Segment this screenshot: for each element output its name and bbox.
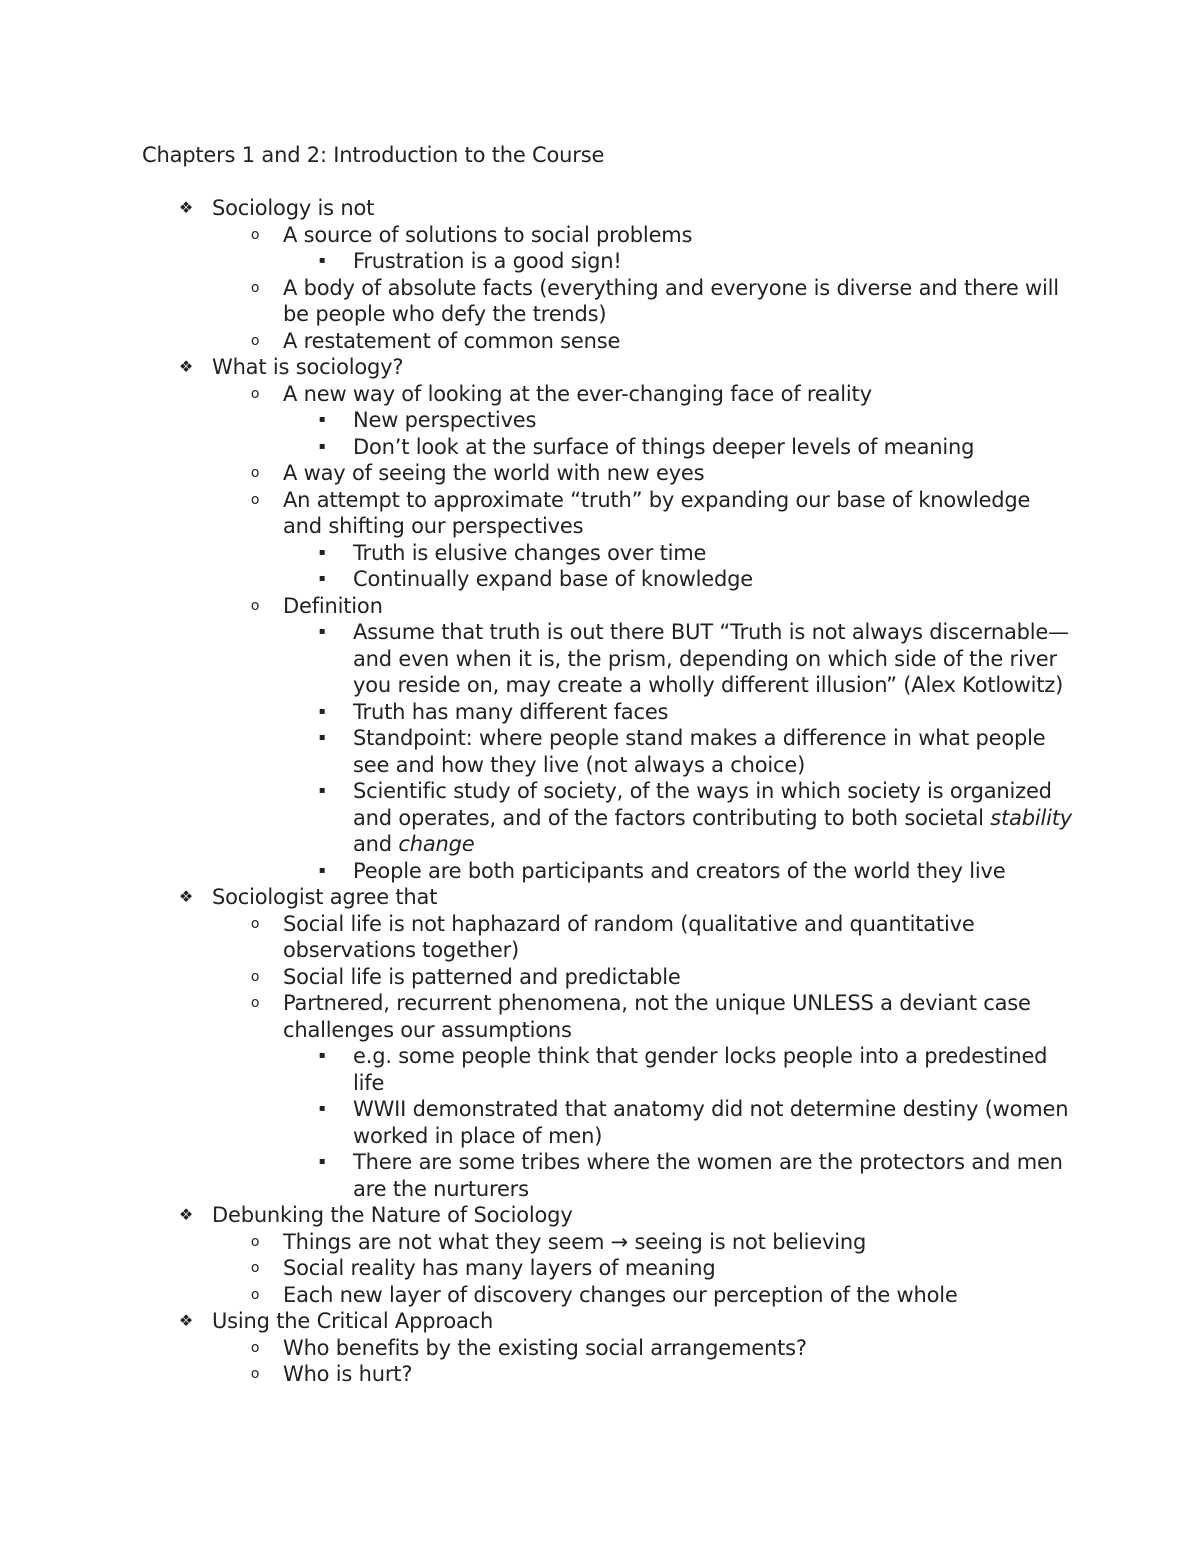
circle-bullet-icon: o [250, 385, 260, 402]
list-item: o Social life is not haphazard of random (qualitative and quantitative observations together) [0, 911, 1073, 964]
list-item: o Partnered, recurrent phenomena, not the unique UNLESS a deviant case challenges our assumptions [0, 990, 1073, 1043]
diamond-bullet-icon: ❖ [178, 1205, 194, 1224]
section-heading: ❖ Debunking the Nature of Sociology [0, 1202, 1082, 1229]
sub-list-item: ▪ There are some tribes where the women are the protectors and men are the nurturers [0, 1149, 1073, 1202]
sub-list-item: ▪ Standpoint: where people stand makes a difference in what people see and how they live (not always a choice) [0, 725, 1073, 778]
circle-bullet-icon: o [250, 1366, 260, 1382]
sub-list-item: ▪ New perspectives [0, 407, 1073, 434]
list-item: o A way of seeing the world with new eyes [0, 460, 1073, 487]
diamond-bullet-icon: ❖ [178, 887, 194, 906]
sub-list-item: ▪ e.g. some people think that gender locks people into a predestined life [0, 1043, 1073, 1096]
square-bullet-icon: ▪ [318, 1156, 326, 1167]
square-bullet-icon: ▪ [318, 440, 326, 452]
list-item: o Social reality has many layers of meaning [0, 1255, 1073, 1282]
list-item: o Who is hurt? [0, 1361, 1073, 1388]
section-heading: ❖ Using the Critical Approach [0, 1308, 1082, 1335]
diamond-bullet-icon: ❖ [178, 1311, 194, 1330]
square-bullet-icon: ▪ [318, 864, 326, 876]
list-item: o A restatement of common sense [0, 328, 1073, 355]
sub-list-item: ▪ Scientific study of society, of the ways in which society is organized and operates, and of the factors contributing to both societal stability and change [0, 778, 1073, 858]
circle-bullet-icon: o [250, 465, 260, 481]
circle-bullet-icon: o [250, 279, 260, 296]
sub-list-item: ▪ Don’t look at the surface of things deeper levels of meaning [0, 434, 1073, 461]
document-title: Chapters 1 and 2: Introduction to the Course [142, 143, 605, 167]
section-heading: ❖ Sociologist agree that [0, 884, 1082, 911]
diamond-bullet-icon: ❖ [178, 198, 194, 217]
square-bullet-icon: ▪ [318, 414, 326, 425]
sub-list-item: ▪ Truth is elusive changes over time [0, 540, 1073, 567]
list-item: o A source of solutions to social problems [0, 222, 1073, 249]
diamond-bullet-icon: ❖ [178, 357, 194, 376]
list-item: o Things are not what they seem → seeing is not believing [0, 1229, 1073, 1256]
circle-bullet-icon: o [250, 491, 260, 508]
circle-bullet-icon: o [250, 332, 260, 349]
outline [0, 195, 1200, 1388]
circle-bullet-icon: o [250, 915, 260, 932]
sub-list-item: ▪ Frustration is a good sign! [0, 248, 1073, 275]
list-item: o Definition [0, 593, 1073, 620]
square-bullet-icon: ▪ [318, 785, 326, 796]
circle-bullet-icon: o [250, 1339, 260, 1356]
list-item: o An attempt to approximate “truth” by expanding our base of knowledge and shifting our perspectives [0, 487, 1073, 540]
circle-bullet-icon: o [250, 968, 260, 985]
list-item: o Who benefits by the existing social arrangements? [0, 1335, 1073, 1362]
square-bullet-icon: ▪ [318, 573, 326, 584]
section-heading: ❖ What is sociology? [0, 354, 1082, 381]
list-item: o Social life is patterned and predictable [0, 964, 1073, 991]
list-item: o A new way of looking at the ever-changing face of reality [0, 381, 1073, 408]
sub-list-item: ▪ Continually expand base of knowledge [0, 566, 1073, 593]
square-bullet-icon: ▪ [318, 705, 326, 717]
square-bullet-icon: ▪ [318, 1103, 326, 1114]
circle-bullet-icon: o [250, 226, 260, 243]
circle-bullet-icon: o [250, 1233, 260, 1250]
square-bullet-icon: ▪ [318, 626, 326, 637]
section-heading: ❖ Sociology is not [0, 195, 1082, 222]
square-bullet-icon: ▪ [318, 1050, 326, 1061]
sub-list-item: ▪ Assume that truth is out there BUT “Truth is not always discernable—and even when it is, the prism, depending on which side of the river you reside on, may create a wholly different illusion” (Alex Kotlowitz) [0, 619, 1073, 699]
circle-bullet-icon: o [250, 597, 260, 614]
square-bullet-icon: ▪ [318, 255, 326, 266]
square-bullet-icon: ▪ [318, 546, 326, 558]
sub-list-item: ▪ People are both participants and creators of the world they live [0, 858, 1073, 885]
sub-list-item: ▪ WWII demonstrated that anatomy did not determine destiny (women worked in place of men) [0, 1096, 1073, 1149]
list-item: o Each new layer of discovery changes our perception of the whole [0, 1282, 1073, 1309]
sub-list-item: ▪ Truth has many different faces [0, 699, 1073, 726]
square-bullet-icon: ▪ [318, 732, 326, 743]
circle-bullet-icon: o [250, 995, 260, 1011]
list-item: o A body of absolute facts (everything and everyone is diverse and there will be people who defy the trends) [0, 275, 1073, 328]
circle-bullet-icon: o [250, 1260, 260, 1276]
circle-bullet-icon: o [250, 1286, 260, 1303]
